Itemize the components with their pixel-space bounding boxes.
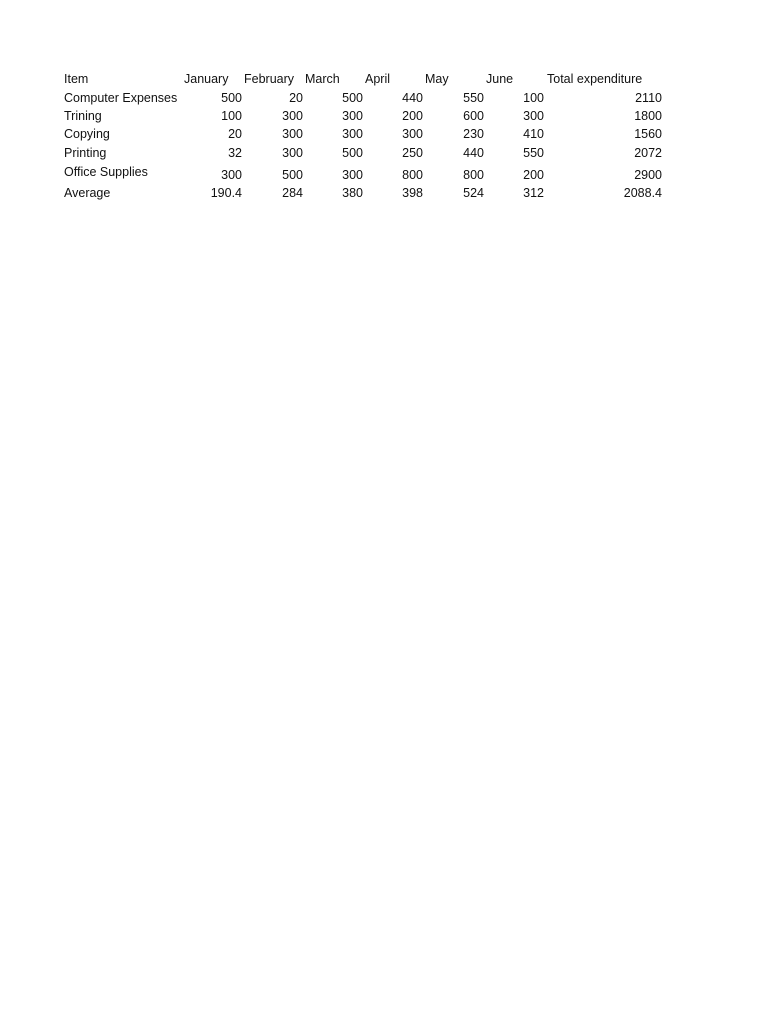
cell-january[interactable]: 32 xyxy=(228,146,242,160)
cell-february[interactable]: 300 xyxy=(282,146,303,160)
cell-april[interactable]: 440 xyxy=(402,91,423,105)
row-item[interactable]: Computer Expenses xyxy=(64,91,178,105)
table-row xyxy=(0,163,768,185)
table-row xyxy=(0,125,768,143)
header-june[interactable]: June xyxy=(486,72,514,86)
cell-february[interactable]: 20 xyxy=(289,91,303,105)
cell-total[interactable]: 2110 xyxy=(635,91,662,105)
header-item[interactable]: Item xyxy=(64,72,89,86)
cell-may[interactable]: 600 xyxy=(463,109,484,123)
header-total-expenditure[interactable]: Total expenditure xyxy=(547,72,643,86)
cell-march[interactable]: 300 xyxy=(342,168,363,182)
cell-total[interactable]: 1560 xyxy=(634,127,662,141)
header-march[interactable]: March xyxy=(305,72,340,86)
table-row xyxy=(0,107,768,125)
cell-june[interactable]: 312 xyxy=(523,186,544,200)
row-item[interactable]: Average xyxy=(64,186,111,200)
row-item[interactable]: Printing xyxy=(64,146,107,160)
cell-june[interactable]: 410 xyxy=(523,127,544,141)
header-row xyxy=(0,70,768,88)
cell-total[interactable]: 2900 xyxy=(634,168,662,182)
cell-april[interactable]: 300 xyxy=(402,127,423,141)
header-february[interactable]: February xyxy=(244,72,295,86)
cell-february[interactable]: 284 xyxy=(282,186,303,200)
cell-march[interactable]: 380 xyxy=(342,186,363,200)
cell-may[interactable]: 524 xyxy=(463,186,484,200)
cell-june[interactable]: 100 xyxy=(523,91,544,105)
cell-january[interactable]: 190.4 xyxy=(210,186,242,200)
cell-february[interactable]: 500 xyxy=(282,168,303,182)
cell-may[interactable]: 230 xyxy=(463,127,484,141)
cell-may[interactable]: 440 xyxy=(463,146,484,160)
cell-may[interactable]: 800 xyxy=(463,168,484,182)
header-january[interactable]: January xyxy=(184,72,229,86)
cell-january[interactable]: 20 xyxy=(228,127,242,141)
header-may[interactable]: May xyxy=(425,72,449,86)
cell-june[interactable]: 200 xyxy=(523,168,544,182)
cell-january[interactable]: 100 xyxy=(221,109,242,123)
cell-june[interactable]: 550 xyxy=(523,146,544,160)
cell-total[interactable]: 2088.4 xyxy=(623,186,662,200)
cell-march[interactable]: 300 xyxy=(342,127,363,141)
cell-march[interactable]: 500 xyxy=(342,91,363,105)
row-item[interactable]: Office Supplies xyxy=(64,165,148,179)
cell-april[interactable]: 800 xyxy=(402,168,423,182)
cell-january[interactable]: 500 xyxy=(221,91,242,105)
cell-april[interactable]: 250 xyxy=(402,146,423,160)
cell-february[interactable]: 300 xyxy=(282,127,303,141)
cell-january[interactable]: 300 xyxy=(221,168,242,182)
cell-february[interactable]: 300 xyxy=(282,109,303,123)
table-row xyxy=(0,144,768,162)
cell-may[interactable]: 550 xyxy=(463,91,484,105)
table-row xyxy=(0,184,768,202)
cell-june[interactable]: 300 xyxy=(523,109,544,123)
cell-total[interactable]: 2072 xyxy=(634,146,662,160)
cell-march[interactable]: 300 xyxy=(342,109,363,123)
row-item[interactable]: Trining xyxy=(64,109,102,123)
table-row xyxy=(0,89,768,107)
header-april[interactable]: April xyxy=(365,72,391,86)
cell-april[interactable]: 200 xyxy=(402,109,423,123)
cell-april[interactable]: 398 xyxy=(402,186,423,200)
row-item[interactable]: Copying xyxy=(64,127,110,141)
cell-total[interactable]: 1800 xyxy=(634,109,662,123)
cell-march[interactable]: 500 xyxy=(342,146,363,160)
